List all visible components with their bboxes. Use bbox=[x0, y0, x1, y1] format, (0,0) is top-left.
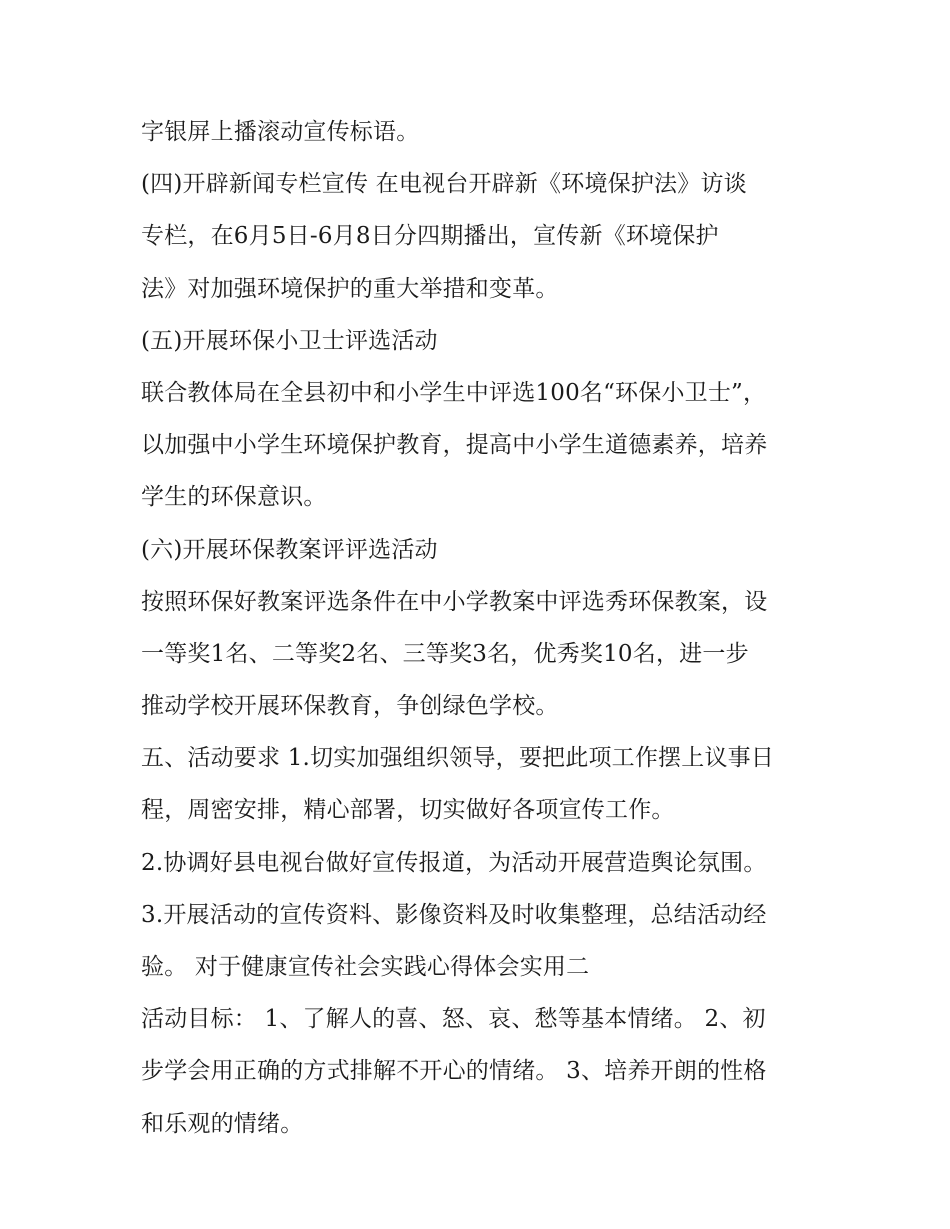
text-line: 验。 对于健康宣传社会实践心得体会实用二 bbox=[141, 954, 590, 980]
text-line: 2.协调好县电视台做好宣传报道，为活动开展营造舆论氛围。 bbox=[141, 849, 767, 876]
text-line: 按照环保好教案评选条件在中小学教案中评选秀环保教案，设 bbox=[141, 588, 768, 615]
text-line: (五)开展环保小卫士评选活动 bbox=[141, 327, 438, 354]
text-line: 字银屏上播滚动宣传标语。 bbox=[141, 119, 420, 145]
text-line: (六)开展环保教案评评选活动 bbox=[141, 536, 438, 563]
text-line: 程，周密安排，精心部署，切实做好各项宣传工作。 bbox=[141, 797, 675, 824]
text-line: 专栏，在6月5日-6月8日分四期播出，宣传新《环境保护 bbox=[141, 223, 719, 250]
text-line: 3.开展活动的宣传资料、影像资料及时收集整理，总结活动经 bbox=[141, 901, 767, 928]
text-line: (四)开辟新闻专栏宣传 在电视台开辟新《环境保护法》访谈 bbox=[141, 171, 747, 198]
text-line: 步学会用正确的方式排解不开心的情绪。 3、培养开朗的性格 bbox=[141, 1058, 767, 1085]
text-line: 法》对加强环境保护的重大举措和变革。 bbox=[141, 275, 559, 302]
text-line: 学生的环保意识。 bbox=[141, 484, 327, 511]
text-line: 一等奖1名、二等奖2名、三等奖3名，优秀奖10名，进一步 bbox=[141, 640, 749, 667]
text-line: 以加强中小学生环境保护教育，提高中小学生道德素养，培养 bbox=[141, 432, 768, 459]
text-line: 活动目标： 1、了解人的喜、怒、哀、愁等基本情绪。 2、初 bbox=[141, 1006, 766, 1033]
text-line: 和乐观的情绪。 bbox=[141, 1110, 304, 1137]
text-line: 联合教体局在全县初中和小学生中评选100名“环保小卫士”， bbox=[141, 379, 767, 406]
text-line: 五、活动要求 1.切实加强组织领导，要把此项工作摆上议事日 bbox=[141, 745, 775, 772]
text-line: 推动学校开展环保教育，争创绿色学校。 bbox=[141, 693, 559, 720]
